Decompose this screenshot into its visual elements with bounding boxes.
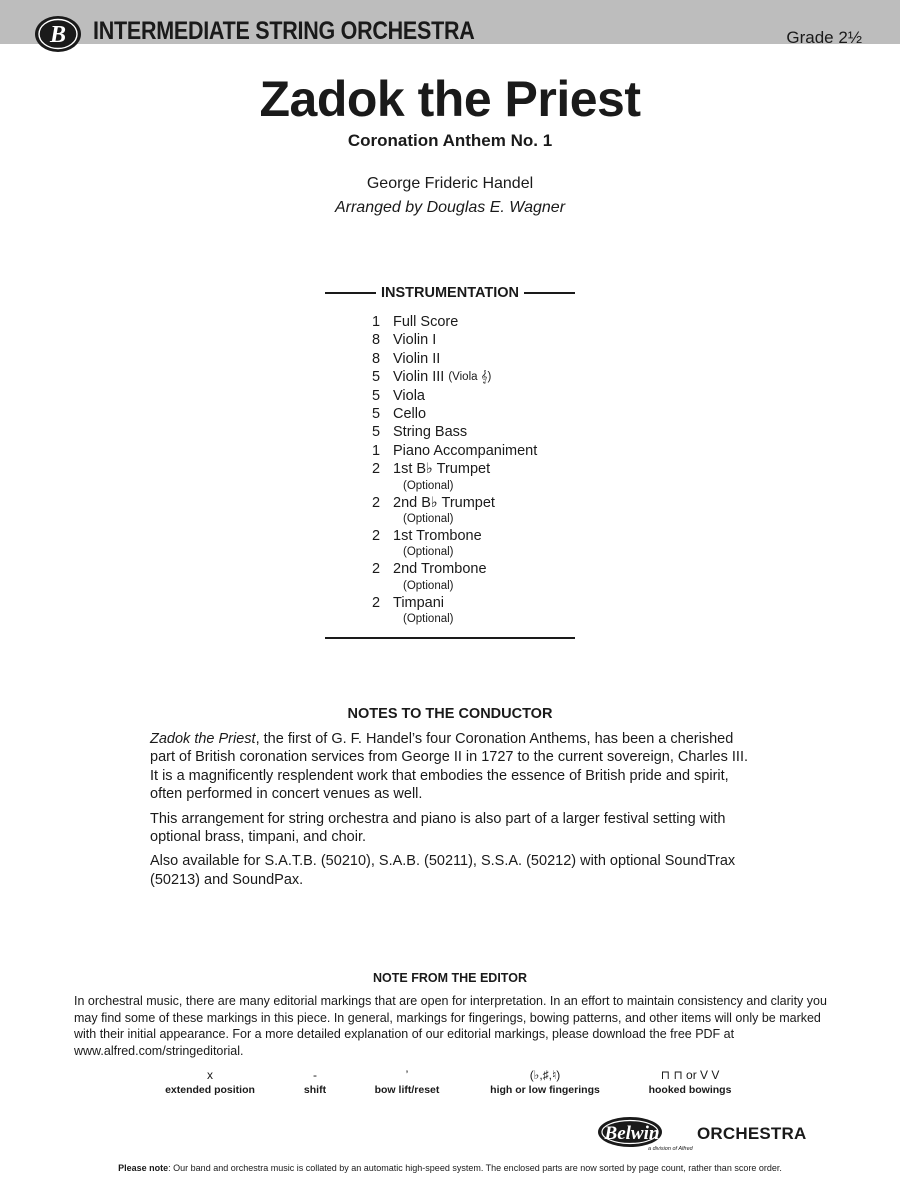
instrument-quantity: 8 <box>372 332 381 349</box>
instrument-name: 1st B♭ Trumpet <box>393 461 491 478</box>
instrument-quantity: 1 <box>372 442 381 459</box>
composer: George Frideric Handel <box>366 175 534 192</box>
footnote-text: : Our band and orchestra music is collated by an automatic high-speed system. The enclosed parts are now sorted by page count, rather than score order. <box>168 1163 782 1173</box>
instrument-quantity: 2 <box>372 528 381 545</box>
instrument-row <box>372 594 632 612</box>
instrument-row <box>372 494 632 512</box>
instrument-quantity: 2 <box>372 494 381 511</box>
instrument-name: Violin III <box>393 369 445 386</box>
legend-item-extended <box>150 1067 270 1096</box>
instrument-quantity: 5 <box>372 424 381 441</box>
instrument-quantity: 5 <box>372 406 381 423</box>
marking-legend <box>150 1067 770 1101</box>
instrumentation-list <box>372 313 632 627</box>
editor-note-heading: NOTE FROM THE EDITOR <box>373 971 527 985</box>
legend-caption: extended position <box>165 1084 255 1096</box>
notes-paragraph: Also available for S.A.T.B. (50210), S.A.B. (50211), S.S.A. (50212) with optional SoundTrax (50213) and SoundPax. <box>150 853 736 888</box>
instrument-optional-note: (Optional) <box>403 579 454 592</box>
legend-caption: high or low fingerings <box>490 1084 600 1096</box>
instrumentation-heading <box>325 285 575 301</box>
legend-symbol: ’ <box>405 1068 409 1082</box>
instrument-row <box>372 527 632 545</box>
instrument-row <box>372 560 632 578</box>
notes-p1-text: , the first of G. F. Handel’s four Coronation Anthems, has been a cherished part of British coronation services from George II in 1727 to the current sovereign, Charles III. It is a magnificently resplendent work that embodies the essence of British pride and spirit, often performed in concert venues as well. <box>150 731 749 803</box>
piece-subtitle: Coronation Anthem No. 1 <box>347 131 553 150</box>
instrument-name: Full Score <box>393 314 459 330</box>
instrument-name: Cello <box>393 406 427 423</box>
instrument-row <box>372 423 632 441</box>
instrument-quantity: 5 <box>372 387 381 404</box>
legend-item-bow-lift <box>362 1067 452 1096</box>
instrument-quantity: 8 <box>372 350 381 367</box>
svg-text:Belwin: Belwin <box>604 1123 660 1144</box>
legend-item-hooked-bowings <box>640 1067 740 1096</box>
conductor-notes-heading: NOTES TO THE CONDUCTOR <box>347 706 553 722</box>
instrument-name: Viola <box>393 387 425 404</box>
instrument-row <box>372 460 632 478</box>
instrument-row <box>372 350 632 368</box>
instrument-quantity: 2 <box>372 461 381 478</box>
instrument-optional-note: (Optional) <box>403 546 454 559</box>
footnote-label: Please note <box>118 1163 169 1173</box>
instrument-name: Timpani <box>393 594 445 611</box>
instrument-name: 2nd Trombone <box>393 561 487 578</box>
instrument-quantity: 2 <box>372 594 381 611</box>
legend-caption: shift <box>303 1084 327 1096</box>
legend-symbol: - <box>313 1068 317 1082</box>
publisher-subtitle: a division of Alfred <box>648 1146 693 1152</box>
publisher-name: ORCHESTRA <box>697 1124 807 1143</box>
arranger: Arranged by Douglas E. Wagner <box>334 199 566 216</box>
instrument-optional-note: (Optional) <box>403 513 454 526</box>
editor-note-body: In orchestral music, there are many editorial markings that are open for interpretation. In an effort to maintain consistency and clarity you may find some of these markings in this piece. In general, markings for fingerings, bowing patterns, and other items will only be marked with their initial appearance. For a more detailed explanation of our editorial markings, please download the free PDF at www.alfred.com/stringeditorial. <box>74 994 827 1058</box>
grade-label: Grade 2½ <box>786 28 862 47</box>
instrument-optional-note: (Optional) <box>403 479 454 492</box>
instrument-row <box>372 442 632 460</box>
legend-item-fingerings <box>480 1067 610 1096</box>
instrument-row <box>372 387 632 405</box>
instrument-quantity: 2 <box>372 561 381 578</box>
instrument-row <box>372 405 632 423</box>
instrument-row <box>372 313 632 331</box>
notes-paragraph <box>150 730 750 804</box>
b-circle-logo-icon <box>33 14 83 54</box>
heading-rule-right <box>524 292 575 294</box>
instrumentation-bottom-rule <box>325 637 575 639</box>
instrument-optional-note: (Optional) <box>403 613 454 626</box>
notes-paragraph: This arrangement for string orchestra and piano is also part of a larger festival setting with optional brass, timpani, and choir. <box>150 810 726 846</box>
notes-title-italic: Zadok the Priest <box>150 731 256 747</box>
instrument-row <box>372 368 632 386</box>
legend-caption: bow lift/reset <box>374 1084 440 1096</box>
instrument-name: Piano Accompaniment <box>393 442 538 459</box>
legend-caption: hooked bowings <box>648 1084 732 1096</box>
instrument-name: Violin I <box>393 332 437 349</box>
series-title: INTERMEDIATE STRING ORCHESTRA <box>93 17 475 45</box>
svg-text:B: B <box>49 22 67 48</box>
instrument-row <box>372 331 632 349</box>
instrument-quantity: 5 <box>372 369 381 386</box>
instrument-name: Violin II <box>393 350 441 367</box>
legend-item-shift <box>290 1067 340 1096</box>
piece-title: Zadok the Priest <box>259 71 641 127</box>
heading-rule-left <box>325 292 376 294</box>
instrument-name: 2nd B♭ Trumpet <box>393 494 495 511</box>
legend-symbol: ⊓ ⊓ or V V <box>660 1068 720 1082</box>
legend-symbol: x <box>207 1068 213 1082</box>
instrument-name: String Bass <box>393 424 468 441</box>
collation-footnote <box>0 1163 900 1173</box>
instrument-name: 1st Trombone <box>393 528 482 545</box>
instrumentation-label: INSTRUMENTATION <box>381 285 520 301</box>
instrument-quantity: 1 <box>372 314 381 330</box>
legend-symbol: (♭,♯,♮) <box>529 1068 561 1082</box>
instrument-inline-note: (Viola 𝄞) <box>448 371 492 384</box>
conductor-notes <box>150 730 750 895</box>
